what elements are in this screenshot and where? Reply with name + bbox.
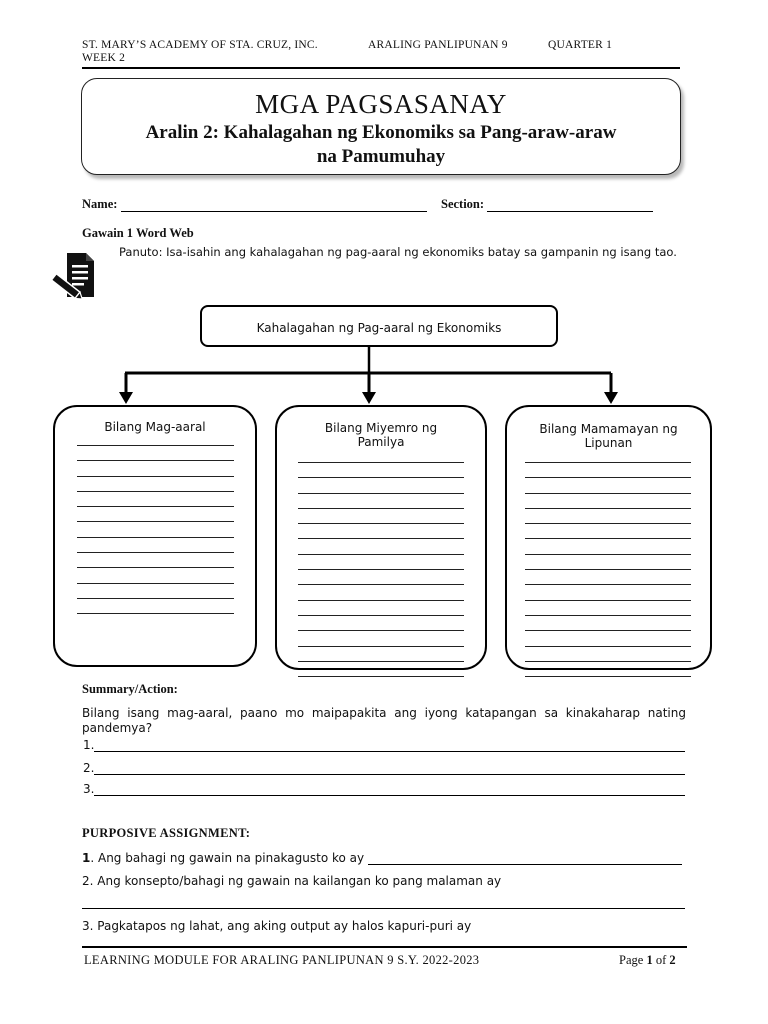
web-connectors <box>0 0 768 420</box>
assignment-heading: PURPOSIVE ASSIGNMENT: <box>82 826 251 840</box>
web-root-label: Kahalagahan ng Pag-aaral ng Ekonomiks <box>256 321 502 335</box>
summary-answer-3 <box>83 782 685 796</box>
assignment-item-1-text: . Ang bahagi ng gawain na pinakagusto ko ay <box>90 851 365 865</box>
page-total: 2 <box>669 953 676 967</box>
branch-label-student: Bilang Mag-aaral <box>104 420 206 434</box>
summary-answer-1 <box>83 738 685 752</box>
branch-lines-student[interactable] <box>77 445 234 629</box>
page-of: of <box>655 953 667 967</box>
branch-label-citizen: Bilang Mamamayan ng Lipunan <box>539 422 678 450</box>
lesson-title-line2: na Pamumuhay <box>316 146 446 167</box>
week-label: WEEK 2 <box>82 52 126 64</box>
name-label: Name: <box>82 197 118 211</box>
page-current: 1 <box>646 953 653 967</box>
summary-number-1: 1. <box>83 738 95 752</box>
assignment-item-1-number: 1 <box>82 851 91 865</box>
footer-rule <box>82 946 687 948</box>
assignment-item-2: 2. Ang konsepto/bahagi ng gawain na kailangan ko pang malaman ay <box>82 874 502 888</box>
page-title: MGA PAGSASANAY <box>255 89 507 119</box>
page-word: Page <box>619 953 644 967</box>
summary-heading: Summary/Action: <box>82 682 178 696</box>
school-name: ST. MARY’S ACADEMY OF STA. CRUZ, INC. <box>82 39 318 51</box>
assignment-item-3: 3. Pagkatapos ng lahat, ang aking output ay halos kapuri-puri ay <box>82 919 472 933</box>
activity-instructions: Panuto: Isa-isahin ang kahalagahan ng pag-aaral ng ekonomiks batay sa gampanin ng isang tao. <box>119 245 677 259</box>
summary-answer-2 <box>83 761 685 775</box>
assignment-item-1 <box>82 851 682 865</box>
activity-heading: Gawain 1 Word Web <box>82 226 194 240</box>
summary-answer-line-2[interactable] <box>94 763 685 775</box>
page-indicator <box>619 953 676 968</box>
summary-question: Bilang isang mag-aaral, paano mo maipapakita ang iyong katapangan sa kinakaharap nating pandemya? <box>82 706 686 735</box>
subject-name: ARALING PANLIPUNAN 9 <box>368 39 508 51</box>
summary-number-3: 3. <box>83 782 95 796</box>
footer-module-label: LEARNING MODULE FOR ARALING PANLIPUNAN 9 S.Y. 2022-2023 <box>84 953 480 967</box>
quarter-label: QUARTER 1 <box>548 39 613 51</box>
section-label: Section: <box>441 197 485 211</box>
assignment-answer-line-1[interactable] <box>368 853 682 865</box>
summary-answer-line-3[interactable] <box>94 784 685 796</box>
summary-number-2: 2. <box>83 761 95 775</box>
branch-lines-family[interactable] <box>298 462 464 691</box>
summary-answer-line-1[interactable] <box>94 740 685 752</box>
branch-label-family: Bilang Miyemro ng Pamilya <box>324 421 438 449</box>
assignment-answer-line-2[interactable] <box>82 908 685 909</box>
lesson-title-line1: Aralin 2: Kahalagahan ng Ekonomiks sa Pang-araw-araw <box>145 122 617 143</box>
branch-lines-citizen[interactable] <box>525 462 691 691</box>
